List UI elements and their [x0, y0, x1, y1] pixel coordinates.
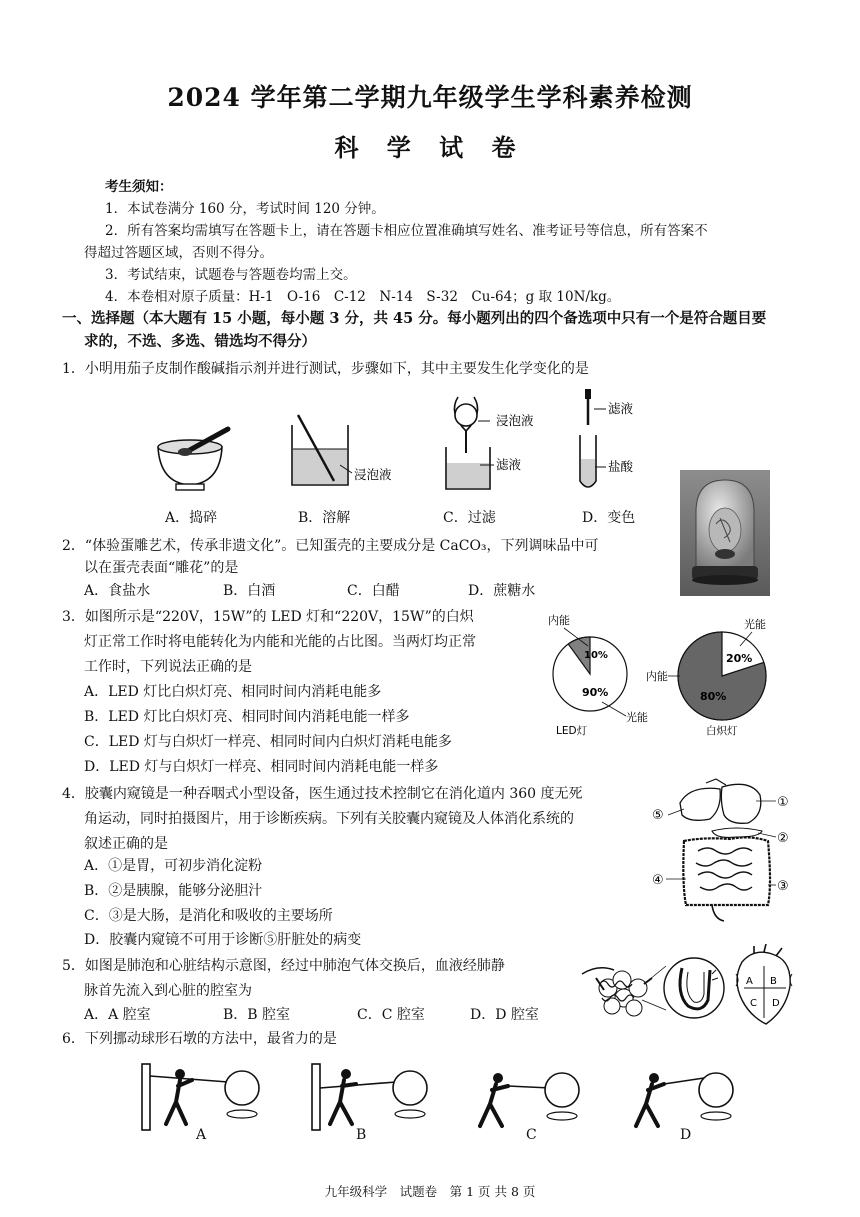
incandescent-heat-pct: 80%: [700, 690, 727, 703]
question-4-line: 4．胶囊内窥镜是一种吞咽式小型设备，医生通过技术控制它在消化道内 360 度无死: [62, 786, 583, 802]
led-light-pct: 90%: [582, 686, 609, 699]
q5-option-d[interactable]: D．D 腔室: [470, 1007, 539, 1023]
q4-option-c[interactable]: C．③是大肠，是消化和吸收的主要场所: [84, 908, 333, 924]
marker-4: ④: [652, 873, 664, 888]
section-heading-cont: 求的，不选、多选、错选均不得分）: [84, 333, 316, 350]
marker-1: ①: [777, 795, 789, 810]
incandescent-lamp-name: 白炽灯: [706, 725, 738, 737]
q6-option-d[interactable]: D: [680, 1127, 692, 1143]
question-3-line: 灯正常工作时将电能转化为内能和光能的占比图。当两灯均正常: [84, 634, 476, 650]
led-heat-label: 内能: [548, 614, 570, 627]
notice-heading: 考生须知：: [105, 179, 173, 195]
q6-option-c-figure: [480, 1073, 579, 1126]
page-title: 2024 学年第二学期九年级学生学科素养检测: [167, 83, 693, 112]
q6-option-b[interactable]: B: [356, 1127, 367, 1143]
question-2-line: 2．“体验蛋雕艺术，传承非遗文化”。已知蛋壳的主要成分是 CaCO₃，下列调味品中可: [62, 538, 599, 554]
question-1-stem: 1．小明用茄子皮制作酸碱指示剂并进行测试，步骤如下，其中主要发生化学变化的是: [62, 361, 589, 377]
page-subtitle: 科 学 试 卷: [334, 133, 526, 162]
dropper-testtube-icon: [580, 389, 606, 487]
q1-apparatus-figure: [140, 385, 660, 505]
q3-option-a[interactable]: A．LED 灯比白炽灯亮、相同时间内消耗电能多: [84, 684, 382, 700]
q6-option-d-figure: [636, 1073, 733, 1126]
question-2-line: 以在蛋壳表面“雕花”的是: [84, 560, 239, 576]
heart-icon: [736, 944, 792, 1024]
incandescent-light-pct: 20%: [726, 652, 753, 665]
q2-option-a[interactable]: A．食盐水: [84, 583, 151, 599]
notice-item: 3．考试结束，试题卷与答题卷均需上交。: [105, 267, 357, 283]
magnified-capillary-icon: [642, 958, 724, 1018]
q4-option-a[interactable]: A．①是胃，可初步消化淀粉: [84, 858, 263, 874]
q2-option-b[interactable]: B．白酒: [223, 583, 276, 599]
alveoli-heart-figure: [578, 944, 798, 1028]
beaker-stirring-icon: [292, 415, 352, 485]
q6-option-b-figure: [312, 1064, 427, 1130]
marker-2: ②: [777, 831, 789, 846]
led-pie: [548, 613, 648, 737]
q1-option-c[interactable]: C．过滤: [443, 510, 496, 526]
q6-push-pull-figure: [130, 1054, 760, 1144]
q2-option-d[interactable]: D．蔗糖水: [468, 583, 536, 599]
egg-carving-photo: [680, 470, 770, 596]
chamber-a-label: A: [746, 976, 753, 987]
chamber-d-label: D: [772, 998, 780, 1009]
q4-option-b[interactable]: B．②是胰腺，能够分泌胆汁: [84, 883, 263, 899]
question-6-stem: 6．下列挪动球形石墩的方法中，最省力的是: [62, 1031, 337, 1047]
notice-item: 2．所有答案均需填写在答题卡上，请在答题卡相应位置准确填写姓名、准考证号等信息，所有答案不: [105, 223, 708, 239]
led-heat-pct: 10%: [584, 650, 608, 661]
q1-filtrate-label: 滤液: [608, 401, 634, 416]
q4-option-d[interactable]: D．胶囊内窥镜不可用于诊断⑤肝脏处的病变: [84, 932, 362, 948]
notice-item: 得超过答题区域，否则不得分。: [84, 245, 273, 261]
q5-option-c[interactable]: C．C 腔室: [357, 1007, 425, 1023]
incandescent-pie: [646, 617, 766, 737]
led-light-label: 光能: [626, 711, 648, 724]
digestive-system-figure: [650, 775, 795, 925]
led-lamp-name: LED灯: [556, 725, 588, 737]
q6-option-c[interactable]: C: [526, 1127, 537, 1143]
q5-option-b[interactable]: B．B 腔室: [223, 1007, 291, 1023]
q1-option-d[interactable]: D．变色: [582, 510, 636, 526]
q1-soak-label: 浸泡液: [496, 413, 534, 428]
alveoli-icon: [582, 968, 652, 1016]
question-5-line: 5．如图是肺泡和心脏结构示意图，经过中肺泡气体交换后，血液经肺静: [62, 958, 505, 974]
notice-item: 4．本卷相对原子质量：H-1 O-16 C-12 N-14 S-32 Cu-64；g 取 10N/kg。: [105, 289, 621, 305]
chamber-b-label: B: [770, 976, 777, 987]
incandescent-heat-label: 内能: [646, 670, 668, 683]
question-3-line: 工作时，下列说法正确的是: [84, 659, 252, 675]
marker-3: ③: [777, 879, 789, 894]
q6-option-a-figure: [142, 1064, 259, 1130]
q1-option-b[interactable]: B．溶解: [298, 510, 351, 526]
chamber-c-label: C: [750, 998, 757, 1009]
question-5-line: 脉首先流入到心脏的腔室为: [84, 983, 252, 999]
notice-item: 1．本试卷满分 160 分，考试时间 120 分钟。: [105, 201, 385, 217]
q2-option-c[interactable]: C．白醋: [347, 583, 400, 599]
mortar-pestle-icon: [158, 429, 228, 490]
q1-option-a[interactable]: A．捣碎: [165, 510, 218, 526]
marker-5: ⑤: [652, 808, 664, 823]
question-4-line: 叙述正确的是: [84, 836, 168, 852]
q3-option-d[interactable]: D．LED 灯与白炽灯一样亮、相同时间内消耗电能一样多: [84, 759, 439, 775]
incandescent-light-label: 光能: [744, 618, 766, 631]
question-3-line: 3．如图所示是“220V，15W”的 LED 灯和“220V，15W”的白炽: [62, 609, 474, 625]
q5-option-a[interactable]: A．A 腔室: [84, 1007, 151, 1023]
q3-option-c[interactable]: C．LED 灯与白炽灯一样亮、相同时间内白炽灯消耗电能多: [84, 734, 452, 750]
q1-soak-label: 浸泡液: [354, 467, 392, 482]
page-footer: 九年级科学 试题卷 第 1 页 共 8 页: [324, 1184, 536, 1199]
question-4-line: 角运动，同时拍摄图片，用于诊断疾病。下列有关胶囊内窥镜及人体消化系统的: [84, 811, 574, 827]
q1-filtrate-label: 滤液: [496, 457, 522, 472]
funnel-filter-icon: [446, 397, 494, 489]
energy-pie-charts: [530, 612, 780, 740]
section-heading: 一、选择题（本大题有 15 小题，每小题 3 分，共 45 分。每小题列出的四个备选项中只有一个是符合题目要: [62, 310, 767, 327]
q1-acid-label: 盐酸: [608, 459, 634, 474]
q6-option-a[interactable]: A: [196, 1127, 207, 1143]
q3-option-b[interactable]: B．LED 灯比白炽灯亮、相同时间内消耗电能一样多: [84, 709, 410, 725]
